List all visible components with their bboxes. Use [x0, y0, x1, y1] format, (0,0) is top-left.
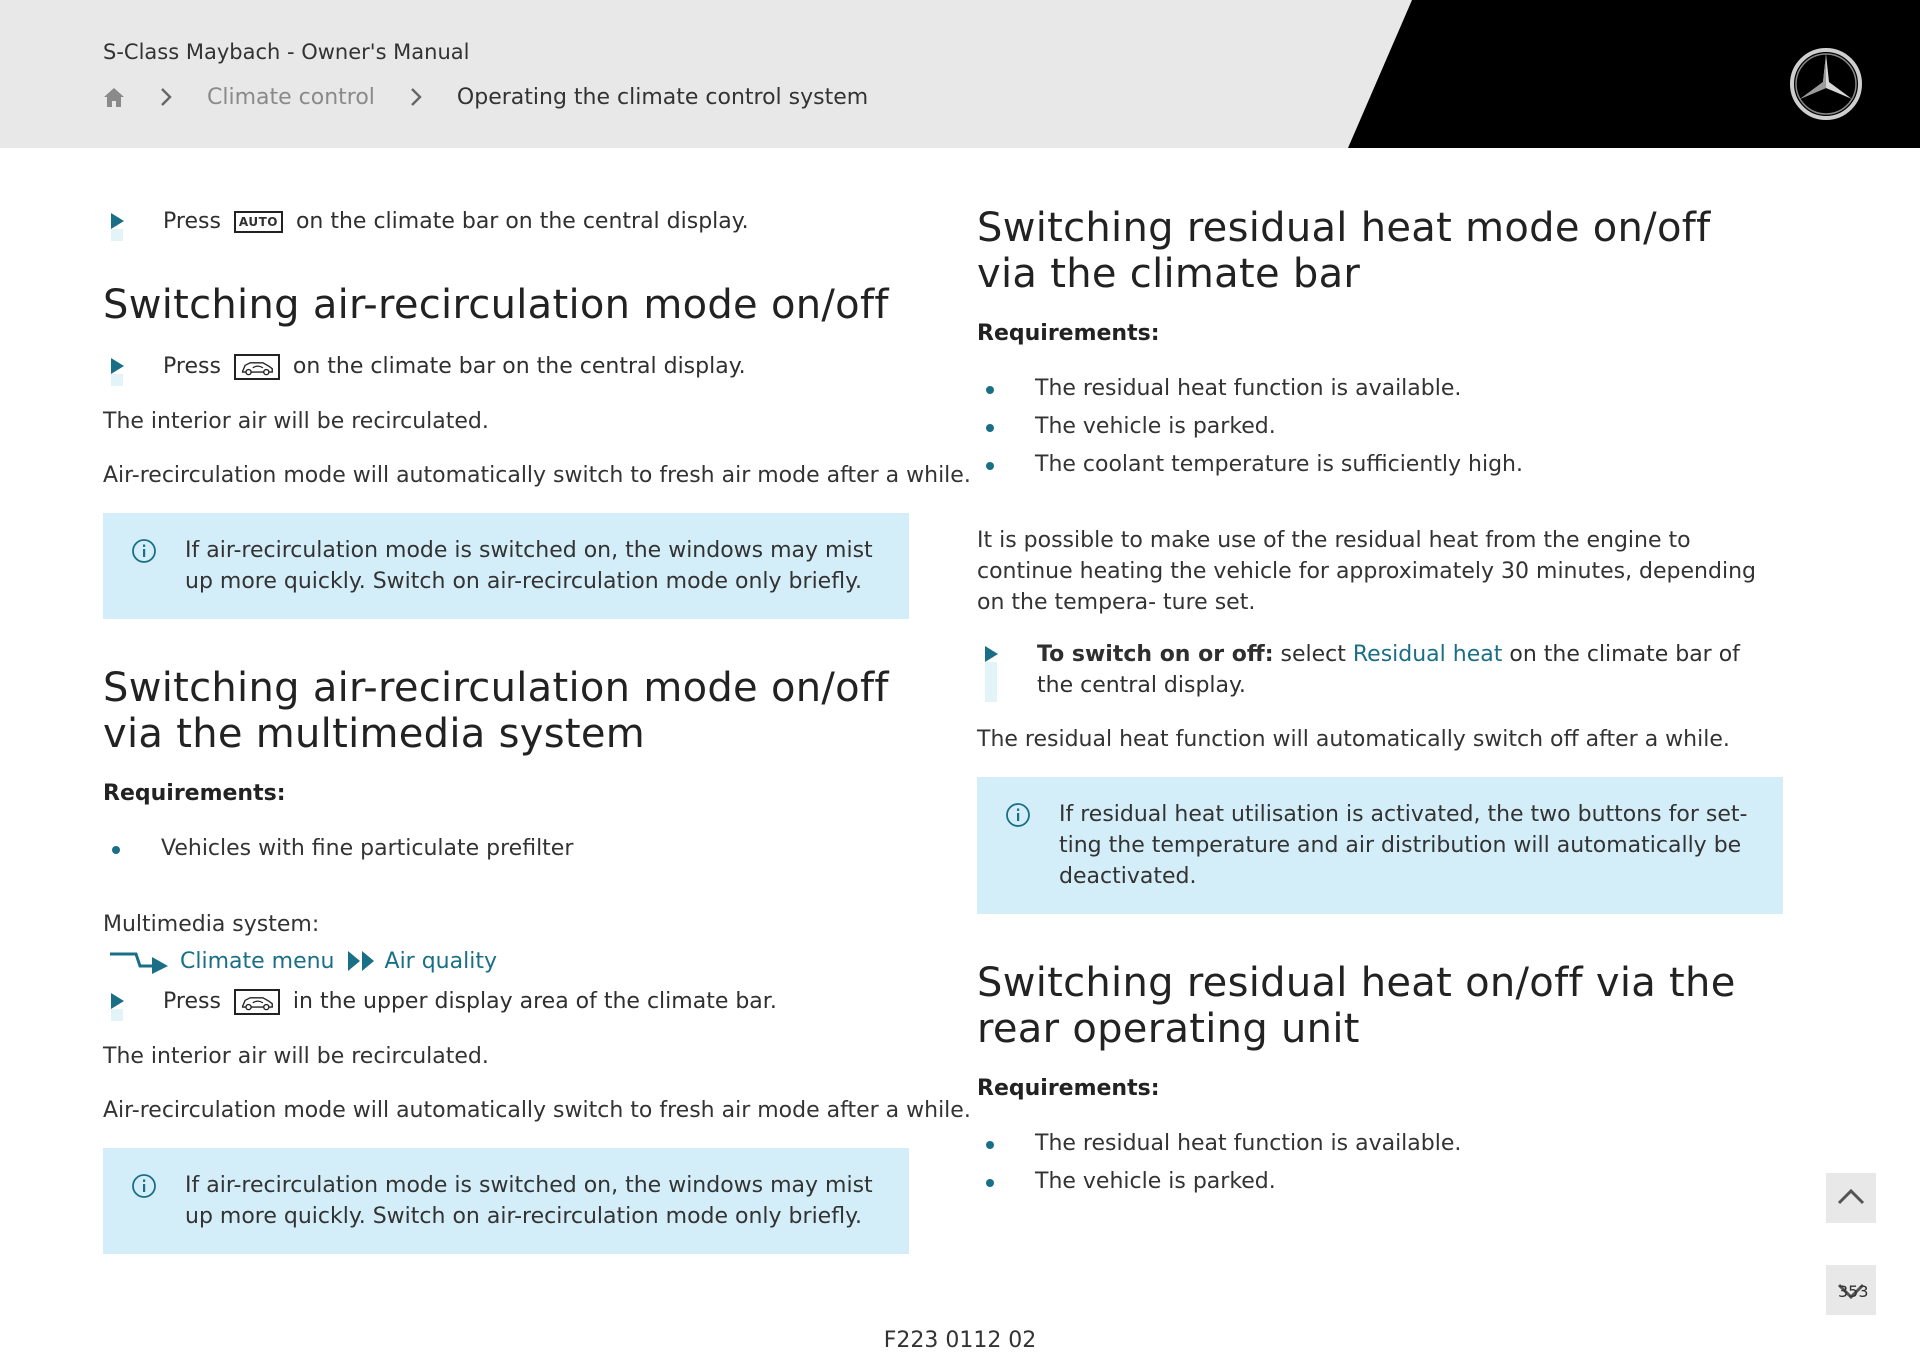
step-bold-label: To switch on or off:	[1037, 642, 1274, 667]
info-icon	[131, 538, 157, 564]
info-box	[103, 1148, 909, 1254]
section-title-recirculation-multimedia: Switching air-recirculation mode on/off via the multimedia system	[103, 665, 889, 757]
list-item: The residual heat function is available.	[977, 1128, 1461, 1159]
section-title-residual-heat-rear: Switching residual heat on/off via the rear operating unit	[977, 960, 1736, 1052]
step-arrow-icon	[111, 358, 124, 374]
breadcrumb-current: Operating the climate control system	[456, 84, 869, 110]
info-text: If air-recirculation mode is switched on, the windows may mist up more quickly. Switch on air-recirculation mode only briefly.	[185, 538, 873, 594]
step-text-after: on the climate bar on the central display.	[295, 209, 749, 234]
list-item: The vehicle is parked.	[977, 411, 1276, 442]
list-item: The vehicle is parked.	[977, 1166, 1276, 1197]
paragraph: Air-recirculation mode will automatically switch to fresh air mode after a while.	[103, 463, 971, 488]
info-text: If air-recirculation mode is switched on, the windows may mist up more quickly. Switch on air-recirculation mode only briefly.	[185, 1173, 873, 1229]
bullet-dot-icon	[986, 462, 994, 470]
breadcrumb	[103, 82, 868, 112]
step-press-auto	[103, 206, 749, 237]
paragraph: The interior air will be recirculated.	[103, 409, 489, 434]
step-arrow-icon	[111, 993, 124, 1009]
breadcrumb-link-climate-control[interactable]: Climate control	[207, 84, 375, 110]
scroll-up-button[interactable]	[1826, 1173, 1876, 1223]
paragraph: Air-recirculation mode will automatically switch to fresh air mode after a while.	[103, 1098, 971, 1123]
step-text-after: in the upper display area of the climate bar.	[292, 989, 777, 1014]
section-title-recirculation: Switching air-recirculation mode on/off	[103, 282, 889, 328]
step-press-recirculation-upper	[103, 986, 777, 1017]
auto-key-icon: AUTO	[234, 211, 283, 233]
bullet-dot-icon	[112, 846, 120, 854]
info-text: If residual heat utilisation is activated, the two buttons for set- ting the temperature and air distribution will automatically be deactivated.	[1059, 802, 1748, 889]
bullet-dot-icon	[986, 386, 994, 394]
nav-climate-menu[interactable]: Climate menu	[180, 948, 335, 974]
nav-path-arrow-icon	[108, 948, 170, 974]
step-arrow-icon	[111, 213, 124, 229]
air-recirculation-key-icon	[234, 354, 280, 380]
step-text-before: Press	[163, 209, 221, 234]
requirements-label: Requirements:	[977, 1076, 1160, 1101]
paragraph: The interior air will be recirculated.	[103, 1044, 489, 1069]
double-chevron-icon	[347, 949, 377, 973]
chevron-right-icon	[405, 86, 427, 108]
step-text-before: Press	[163, 989, 221, 1014]
step-switch-residual-heat: To switch on or off: select Residual heat on the climate bar of the central display.	[977, 639, 1783, 701]
step-text-after: on the climate bar on the central display.	[292, 354, 746, 379]
step-press-recirculation	[103, 351, 746, 382]
section-title-residual-heat-climate-bar: Switching residual heat mode on/off via the climate bar	[977, 205, 1711, 297]
mercedes-star-logo-icon	[1788, 46, 1864, 122]
list-item: The residual heat function is available.	[977, 373, 1461, 404]
multimedia-label: Multimedia system:	[103, 912, 320, 937]
paragraph: It is possible to make use of the residual heat from the engine to continue heating the vehicle for approximately 30 minutes, depending on the tempera- ture set.	[977, 528, 1756, 615]
page-number: 353	[1838, 1282, 1869, 1301]
chevron-up-icon	[1826, 1173, 1876, 1223]
info-box	[977, 777, 1783, 914]
list-item: Vehicles with fine particulate prefilter	[103, 833, 573, 864]
info-box	[103, 513, 909, 619]
nav-air-quality[interactable]: Air quality	[384, 948, 497, 974]
chevron-right-icon	[155, 86, 177, 108]
info-icon	[131, 1173, 157, 1199]
step-text-before: Press	[163, 354, 221, 379]
bullet-dot-icon	[986, 1179, 994, 1187]
requirements-label: Requirements:	[977, 321, 1160, 346]
paragraph: The residual heat function will automatically switch off after a while.	[977, 727, 1730, 752]
requirements-label: Requirements:	[103, 781, 286, 806]
multimedia-nav-path	[108, 948, 497, 974]
info-icon	[1005, 802, 1031, 828]
page-header	[0, 0, 1920, 148]
residual-heat-link[interactable]: Residual heat	[1352, 642, 1503, 667]
step-arrow-icon	[985, 646, 998, 662]
list-item: The coolant temperature is sufficiently high.	[977, 449, 1523, 480]
manual-title: S-Class Maybach - Owner's Manual	[103, 40, 470, 64]
air-recirculation-key-icon	[234, 989, 280, 1015]
home-icon[interactable]	[103, 86, 125, 108]
footer-code: F223 0112 02	[883, 1328, 1037, 1353]
bullet-dot-icon	[986, 424, 994, 432]
bullet-dot-icon	[986, 1141, 994, 1149]
